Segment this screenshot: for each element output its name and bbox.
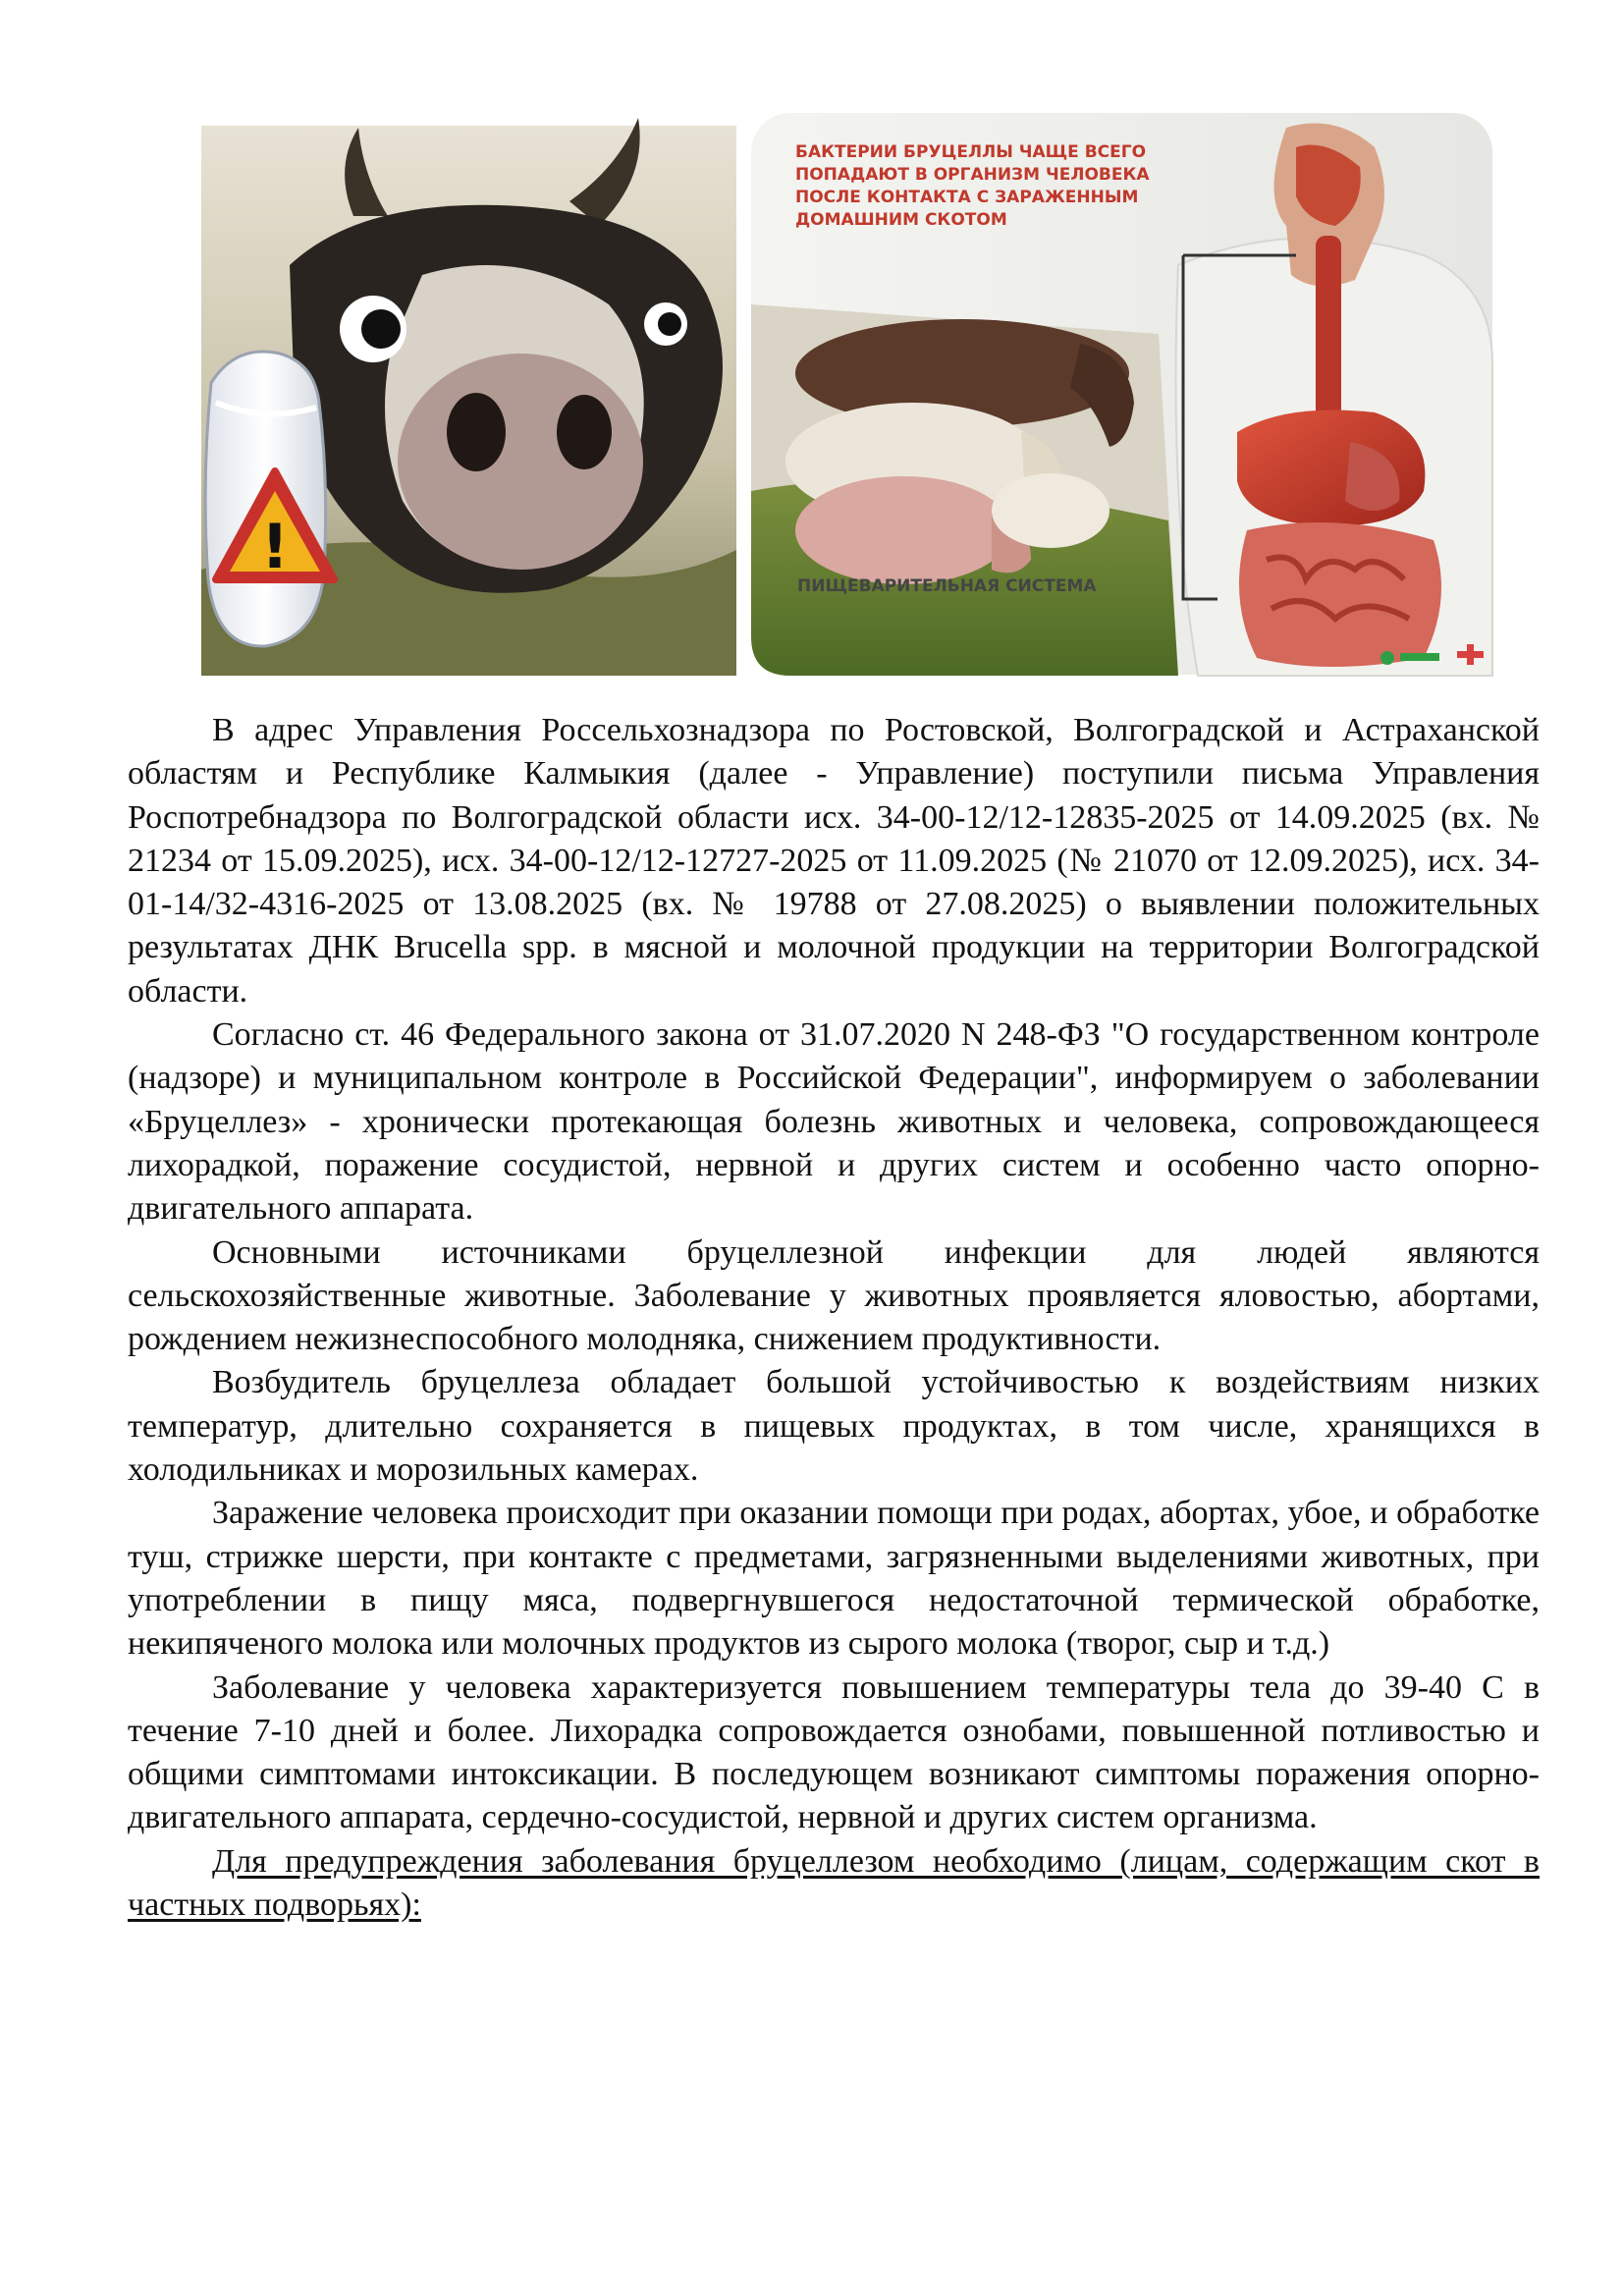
paragraph-prevention-heading: Для предупреждения заболевания бруцеллезом необходимо (лицам, содержащим скот в частных подворьях): bbox=[128, 1842, 1540, 1924]
document-body bbox=[128, 709, 1540, 1927]
cow-photo bbox=[201, 118, 736, 676]
paragraph-legal-basis: Согласно ст. 46 Федерального закона от 31.07.2020 N 248-ФЗ "О государственном контроле (надзоре) и муниципальном контроле в Российской Федерации", информируем о заболевании «Бруцеллез» - хронически протекающая болезнь животных и человека, сопровождающееся лихорадкой, поражение сосудистой, нервной и других систем и особенно часто опорно-двигательного аппарата. bbox=[128, 1016, 1540, 1228]
svg-text:ПОСЛЕ КОНТАКТА С ЗАРАЖЕННЫМ: ПОСЛЕ КОНТАКТА С ЗАРАЖЕННЫМ bbox=[795, 188, 1139, 207]
svg-text:ДОМАШНИМ СКОТОМ: ДОМАШНИМ СКОТОМ bbox=[795, 210, 1007, 230]
paragraph-incoming-letters: В адрес Управления Россельхознадзора по Ростовской, Волгоградской и Астраханской областям и Республике Калмыкия (далее - Управление) поступили письма Управления Роспотребнадзора по Волгоградской области исх. 34-00-12/12-12835-2025 от 14.09.2025 (вх. № 21234 от 15.09.2025), исх. 34-00-12/12-12727-2025 от 11.09.2025 (№ 21070 от 12.09.2025), исх. 34-01-14/32-4316-2025 от 13.08.2025 (вх. № 19788 от 27.08.2025) о выявлении положительных результатах ДНК Brucella spp. в мясной и молочной продукции на территории Волгоградской области. bbox=[128, 712, 1540, 1010]
paragraph-transmission-routes: Заражение человека происходит при оказании помощи при родах, абортах, убое, и обработке туш, стрижке шерсти, при контакте с предметами, загрязненными выделениями животных, при употреблении в пищу мяса, подвергнувшегося недостаточной термической обработке, некипяченого молока или молочных продуктов из сырого молока (творог, сыр и т.д.) bbox=[128, 1495, 1540, 1663]
digestive-system-label: ПИЩЕВАРИТЕЛЬНАЯ СИСТЕМА bbox=[797, 576, 1097, 596]
paragraph-pathogen-resistance: Возбудитель бруцеллеза обладает большой устойчивостью к воздействиям низких температур, длительно сохраняется в пищевых продуктах, в том числе, хранящихся в холодильниках и морозильных камерах. bbox=[128, 1364, 1540, 1489]
svg-text:!: ! bbox=[260, 511, 290, 582]
paragraph-infection-sources: Основными источниками бруцеллезной инфекции для людей являются сельскохозяйственные животные. Заболевание у животных проявляется яловостью, абортами, рождением нежизнеспособного молодняка, снижением продуктивности. bbox=[128, 1233, 1540, 1358]
header-illustration bbox=[196, 108, 1497, 678]
transmission-diagram bbox=[751, 113, 1492, 676]
svg-text:БАКТЕРИИ БРУЦЕЛЛЫ ЧАЩЕ ВСЕГО: БАКТЕРИИ БРУЦЕЛЛЫ ЧАЩЕ ВСЕГО bbox=[795, 142, 1147, 162]
paragraph-symptoms: Заболевание у человека характеризуется повышением температуры тела до 39-40 С в течение 7-10 дней и более. Лихорадка сопровождается ознобами, повышенной потливостью и общими симптомами интоксикации. В последующем возникают симптомы поражения опорно-двигательного аппарата, сердечно-сосудистой, нервной и других систем организма. bbox=[128, 1668, 1540, 1836]
svg-text:ПОПАДАЮТ В ОРГАНИЗМ ЧЕЛОВЕКА: ПОПАДАЮТ В ОРГАНИЗМ ЧЕЛОВЕКА bbox=[795, 165, 1150, 185]
